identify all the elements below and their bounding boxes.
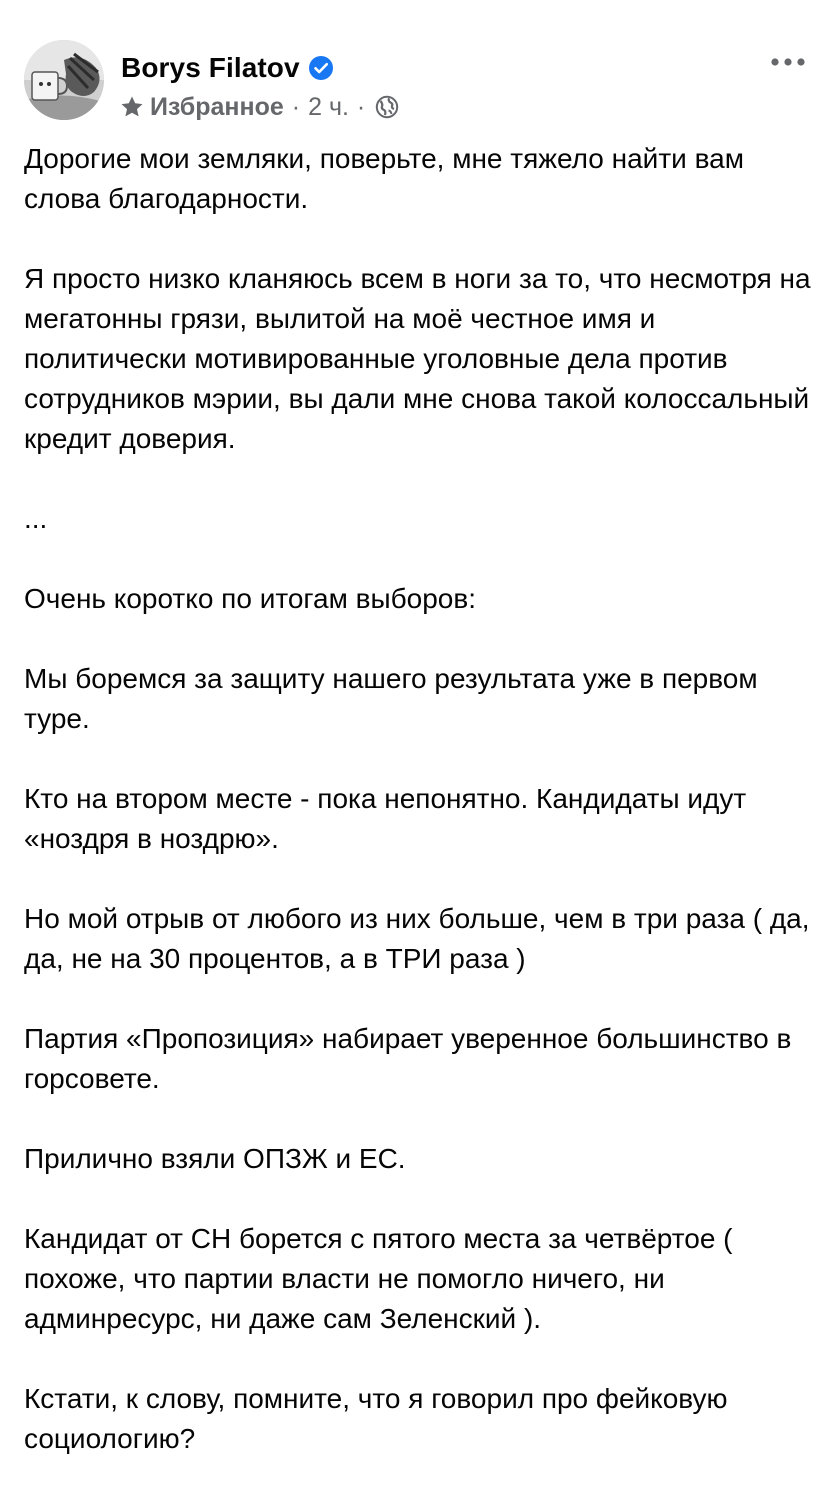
post-paragraph: Дорогие мои земляки, поверьте, мне тяжело найти вам слова благодарности. xyxy=(24,143,744,214)
post-meta xyxy=(119,90,399,124)
post-paragraph: Кстати, к слову, помните, что я говорил про фейковую социологию? xyxy=(24,1383,728,1454)
author-line xyxy=(121,50,334,86)
meta-separator: · xyxy=(291,92,301,121)
meta-separator-2: · xyxy=(356,92,366,121)
more-options-button[interactable] xyxy=(768,50,808,74)
verified-badge-icon xyxy=(308,55,334,81)
author-name[interactable]: Borys Filatov xyxy=(121,52,300,83)
post-paragraph: Прилично взяли ОПЗЖ и ЕС. xyxy=(24,1143,406,1174)
post-paragraph: ... xyxy=(24,503,48,534)
post-header xyxy=(0,0,828,130)
author-avatar[interactable] xyxy=(24,40,104,120)
avatar-photo-icon xyxy=(24,40,104,120)
post-paragraph: Кто на втором месте - пока непонятно. Кандидаты идут «ноздря в ноздрю». xyxy=(24,783,747,854)
post-paragraph: Очень коротко по итогам выборов: xyxy=(24,583,477,614)
post-paragraph: Партия «Пропозиция» набирает уверенное большинство в горсовете. xyxy=(24,1023,792,1094)
more-horizontal-icon xyxy=(770,57,806,67)
post-paragraph: Кандидат от СН борется с пятого места за четвёртое ( похоже, что партии власти не помогло ничего, ни админресурс, ни даже сам Зеленский ). xyxy=(24,1223,733,1334)
post-text xyxy=(24,139,814,1499)
post-paragraph: Я просто низко кланяюсь всем в ноги за то, что несмотря на мегатонны грязи, вылитой на моё честное имя и политически мотивированные уголовные дела против сотрудников мэрии, вы дали мне снова такой колоссальный кредит доверия. xyxy=(24,263,811,454)
star-icon xyxy=(119,94,145,120)
post-paragraph: Но мой отрыв от любого из них больше, чем в три раза ( да, да, не на 30 процентов, а в ТРИ раза ) xyxy=(24,903,810,974)
globe-icon[interactable] xyxy=(375,95,399,119)
post-paragraph: Мы боремся за защиту нашего результата уже в первом туре. xyxy=(24,663,758,734)
favorites-label: Избранное xyxy=(150,92,284,121)
post-time[interactable]: 2 ч. xyxy=(308,92,349,121)
